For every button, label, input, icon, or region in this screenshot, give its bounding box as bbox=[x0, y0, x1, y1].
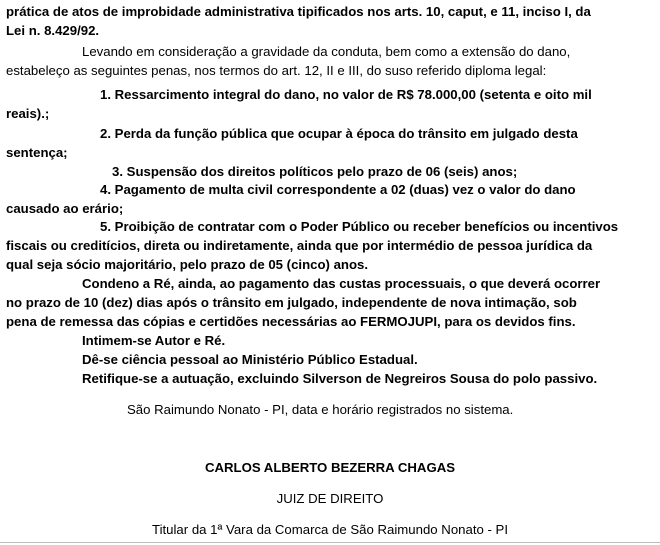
penalty-item-continuation: qual seja sócio majoritário, pelo prazo de 05 (cinco) anos. bbox=[6, 257, 369, 272]
signature-role: JUIZ DE DIREITO bbox=[276, 491, 384, 506]
paragraph-line: no prazo de 10 (dez) dias após o trânsito em julgado, independente de nova intimação, sob bbox=[6, 295, 577, 310]
order-line: Retifique-se a autuação, excluindo Silverson de Negreiros Sousa do polo passivo. bbox=[82, 371, 598, 386]
penalty-item: 2. Perda da função pública que ocupar à época do trânsito em julgado desta bbox=[100, 126, 578, 141]
penalty-item-continuation: sentença; bbox=[6, 145, 68, 160]
signature-name: CARLOS ALBERTO BEZERRA CHAGAS bbox=[204, 460, 456, 475]
signature-court: Titular da 1ª Vara da Comarca de São Raimundo Nonato - PI bbox=[152, 522, 508, 537]
order-line: Dê-se ciência pessoal ao Ministério Público Estadual. bbox=[82, 352, 418, 367]
penalty-item: 1. Ressarcimento integral do dano, no valor de R$ 78.000,00 (setenta e oito mil bbox=[100, 87, 592, 102]
paragraph-line: Lei n. 8.429/92. bbox=[6, 23, 100, 38]
penalty-item: 3. Suspensão dos direitos políticos pelo prazo de 06 (seis) anos; bbox=[112, 164, 518, 179]
penalty-item: 5. Proibição de contratar com o Poder Público ou receber benefícios ou incentivos bbox=[100, 219, 619, 234]
place-date: São Raimundo Nonato - PI, data e horário registrados no sistema. bbox=[127, 402, 514, 417]
penalty-item-continuation: causado ao erário; bbox=[6, 201, 124, 216]
paragraph-line: Levando em consideração a gravidade da conduta, bem como a extensão do dano, bbox=[82, 44, 571, 59]
penalty-item-continuation: reais).; bbox=[6, 106, 50, 121]
penalty-item: 4. Pagamento de multa civil correspondente a 02 (duas) vez o valor do dano bbox=[100, 182, 576, 197]
penalty-item-continuation: fiscais ou creditícios, direta ou indiretamente, ainda que por intermédio de pessoa jurídica da bbox=[6, 238, 593, 253]
paragraph-line: prática de atos de improbidade administrativa tipificados nos arts. 10, caput, e 11, inciso I, da bbox=[6, 4, 591, 19]
order-line: Intimem-se Autor e Ré. bbox=[82, 333, 226, 348]
paragraph-line: estabeleço as seguintes penas, nos termos do art. 12, II e III, do suso referido diploma legal: bbox=[6, 63, 547, 78]
paragraph-line: pena de remessa das cópias e certidões necessárias ao FERMOJUPI, para os devidos fins. bbox=[6, 314, 576, 329]
paragraph-line: Condeno a Ré, ainda, ao pagamento das custas processuais, o que deverá ocorrer bbox=[82, 276, 601, 291]
page-bottom-divider bbox=[0, 542, 660, 543]
